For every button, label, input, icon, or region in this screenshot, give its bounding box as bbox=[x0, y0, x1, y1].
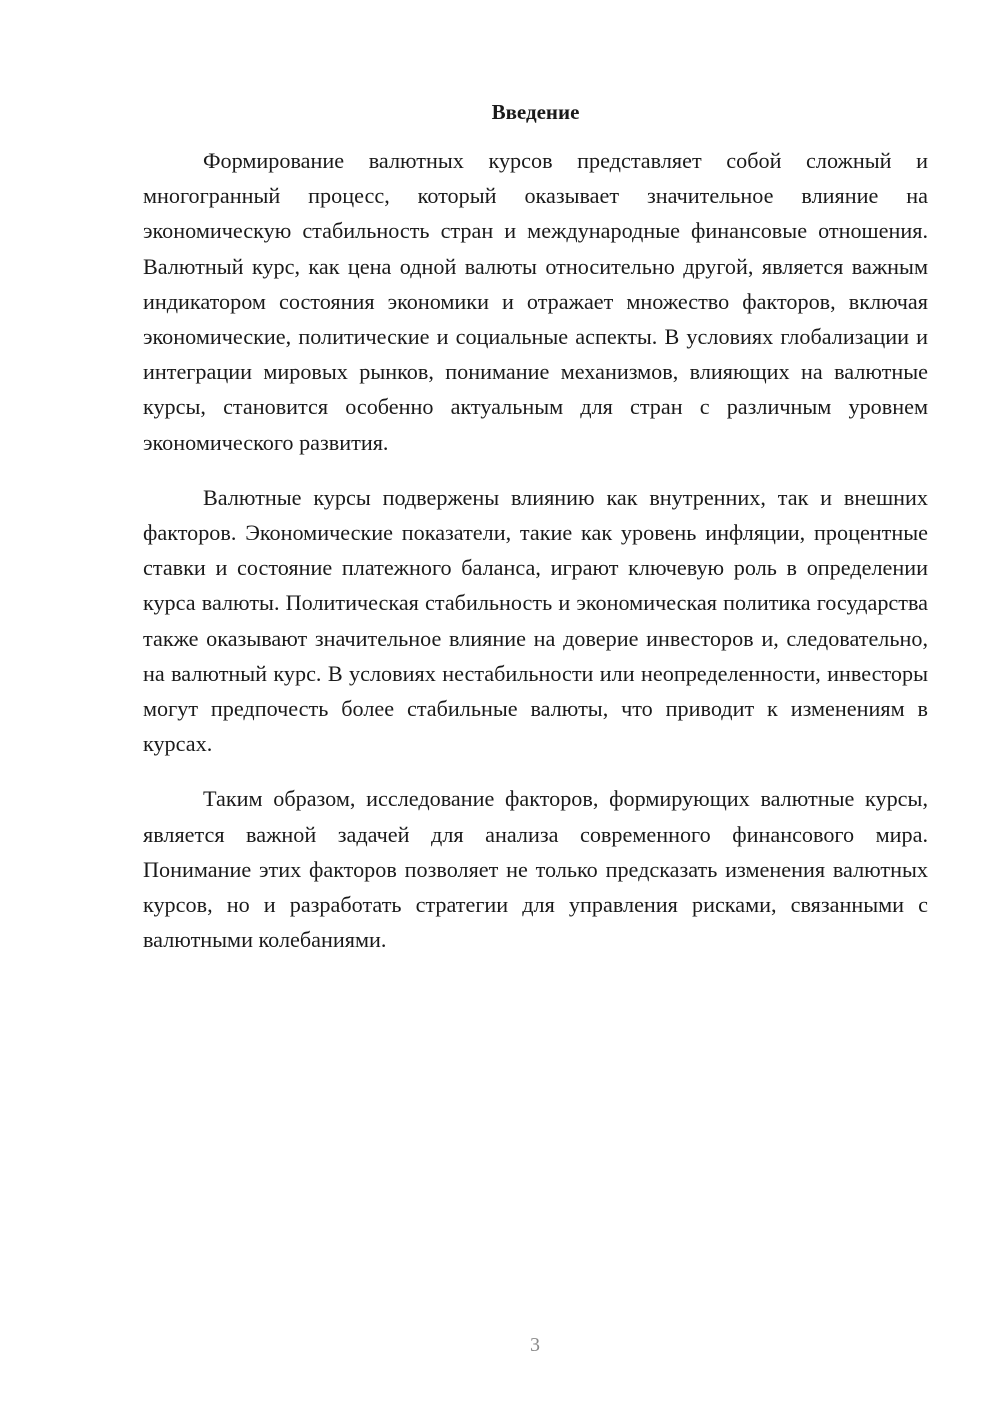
paragraph-2: Валютные курсы подвержены влиянию как внутренних, так и внешних факторов. Экономические показатели, такие как уровень инфляции, процентные ставки и состояние платежного баланса, играют ключевую роль в определении курса валюты. Политическая стабильность и экономическая политика государства также оказывают значительное влияние на доверие инвесторов и, следовательно, на валютный курс. В условиях нестабильности или неопределенности, инвесторы могут предпочесть более стабильные валюты, что приводит к изменениям в курсах. bbox=[143, 484, 928, 757]
section-heading: Введение bbox=[491, 100, 580, 124]
body-text bbox=[143, 143, 928, 977]
paragraph-1: Формирование валютных курсов представляет собой сложный и многогранный процесс, который оказывает значительное влияние на экономическую стабильность стран и международные финансовые отношения. Валютный курс, как цена одной валюты относительно другой, является важным индикатором состояния экономики и отражает множество факторов, включая экономические, политические и социальные аспекты. В условиях глобализации и интеграции мировых рынков, понимание механизмов, влияющих на валютные курсы, становится особенно актуальным для стран с различным уровнем экономического развития. bbox=[143, 148, 928, 455]
paragraph-3: Таким образом, исследование факторов, формирующих валютные курсы, является важной задачей для анализа современного финансового мира. Понимание этих факторов позволяет не только предсказать изменения валютных курсов, но и разработать стратегии для управления рисками, связанными с валютными колебаниями. bbox=[143, 786, 928, 953]
page-number: 3 bbox=[530, 1334, 540, 1356]
